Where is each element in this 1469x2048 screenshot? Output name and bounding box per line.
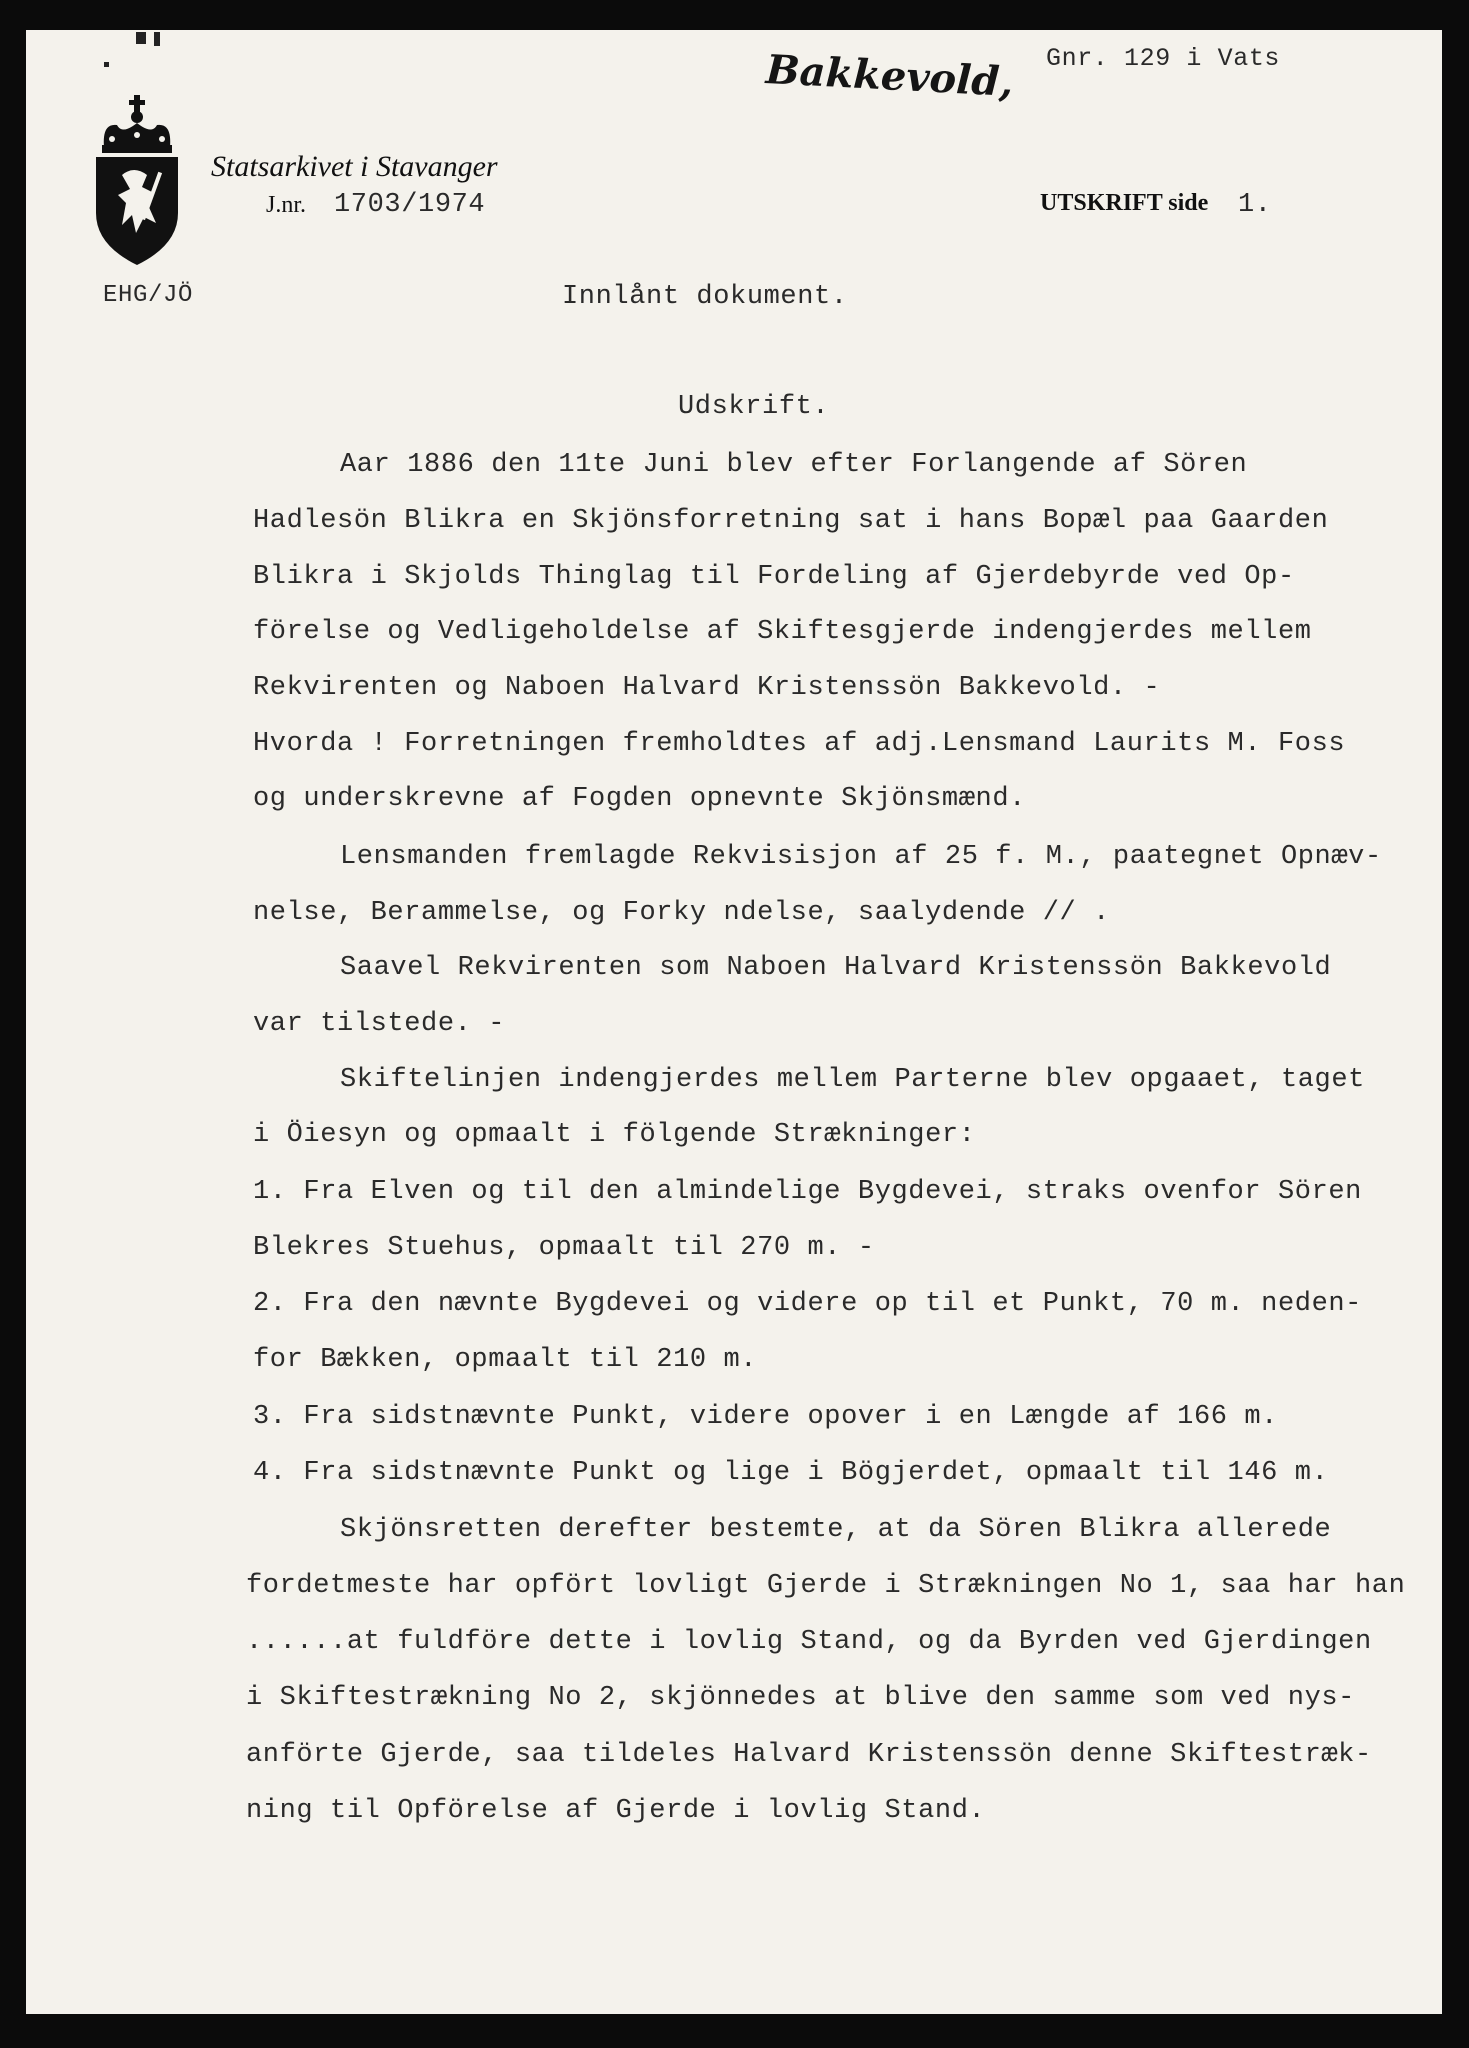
body-line: 2. Fra den nævnte Bygdevei og videre op til et Punkt, 70 m. neden-: [253, 1289, 1362, 1319]
body-line: 4. Fra sidstnævnte Punkt og lige i Bögjerdet, opmaalt til 146 m.: [253, 1458, 1329, 1488]
body-line: var tilstede. -: [253, 1009, 506, 1039]
body-line: Blekres Stuehus, opmaalt til 270 m. -: [253, 1233, 875, 1263]
body-line: förelse og Vedligeholdelse af Skiftesgjerde indengjerdes mellem: [253, 617, 1312, 647]
body-line: for Bækken, opmaalt til 210 m.: [253, 1345, 758, 1375]
body-line: Rekvirenten og Naboen Halvard Kristenssön Bakkevold. -: [253, 673, 1161, 703]
handwritten-name: Bakkevold,: [764, 46, 1015, 106]
body-line: anförte Gjerde, saa tildeles Halvard Kristenssön denne Skiftestræk-: [246, 1740, 1372, 1770]
body-line: Hvorda ! Forretningen fremholdtes af adj.Lensmand Laurits M. Foss: [253, 729, 1346, 759]
utskrift-label: UTSKRIFT side: [1040, 190, 1209, 216]
initials: EHG/JÖ: [103, 282, 194, 309]
body-line: Lensmanden fremlagde Rekvisisjon af 25 f. M., paategnet Opnæv-: [340, 842, 1382, 872]
body-line: 1. Fra Elven og til den almindelige Bygdevei, straks ovenfor Sören: [253, 1177, 1362, 1207]
body-line: Blikra i Skjolds Thinglag til Fordeling af Gjerdebyrde ved Op-: [253, 562, 1295, 592]
body-line: Skjönsretten derefter bestemte, at da Sören Blikra allerede: [340, 1515, 1332, 1545]
journal-number-label: J.nr.: [266, 192, 307, 218]
gnr-reference: Gnr. 129 i Vats: [1046, 44, 1281, 73]
document-title: Udskrift.: [678, 392, 830, 422]
body-line: fordetmeste har opfört lovligt Gjerde i Strækningen No 1, saa har han: [246, 1571, 1406, 1601]
body-line: i Skiftestrækning No 2, skjönnedes at blive den samme som ved nys-: [246, 1683, 1355, 1713]
document-page: [26, 30, 1442, 2014]
journal-number: 1703/1974: [334, 190, 486, 220]
norwegian-coat-of-arms-icon: [92, 95, 182, 265]
body-line: ......at fuldföre dette i lovlig Stand, og da Byrden ved Gjerdingen: [246, 1627, 1372, 1657]
body-line: 3. Fra sidstnævnte Punkt, videre opover i en Længde af 166 m.: [253, 1402, 1278, 1432]
utskrift-page: 1.: [1238, 190, 1272, 220]
body-line: ning til Opförelse af Gjerde i lovlig Stand.: [246, 1796, 986, 1826]
body-line: Aar 1886 den 11te Juni blev efter Forlangende af Sören: [340, 450, 1248, 480]
body-line: i Öiesyn og opmaalt i fölgende Strækninger:: [253, 1120, 976, 1150]
archive-name: Statsarkivet i Stavanger: [211, 150, 498, 183]
subtitle: Innlånt dokument.: [562, 282, 848, 312]
corner-marks-icon: [76, 32, 196, 72]
body-line: og underskrevne af Fogden opnevnte Skjönsmænd.: [253, 784, 1026, 814]
body-line: Saavel Rekvirenten som Naboen Halvard Kristenssön Bakkevold: [340, 953, 1332, 983]
body-line: Hadlesön Blikra en Skjönsforretning sat i hans Bopæl paa Gaarden: [253, 506, 1329, 536]
body-line: nelse, Berammelse, og Forky ndelse, saalydende // .: [253, 898, 1110, 928]
body-line: Skiftelinjen indengjerdes mellem Parterne blev opgaaet, taget: [340, 1065, 1365, 1095]
